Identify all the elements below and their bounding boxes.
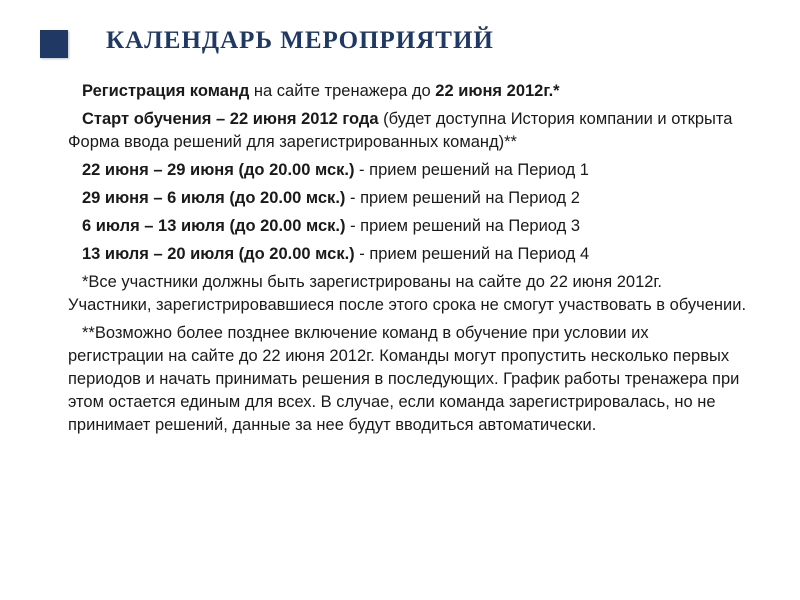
period-2-paragraph bbox=[68, 187, 748, 210]
period-1-dates: 22 июня – 29 июня (до 20.00 мск.) bbox=[82, 161, 355, 179]
footnote-1: *Все участники должны быть зарегистрированы на сайте до 22 июня 2012г. Участники, зарегистрировавшиеся после этого срока не смогут участвовать в обучении. bbox=[68, 273, 747, 314]
period-3-dates: 6 июля – 13 июля (до 20.00 мск.) bbox=[82, 217, 346, 235]
period-4-text: - прием решений на Период 4 bbox=[354, 245, 590, 263]
training-start-bold: Старт обучения – 22 июня 2012 года bbox=[82, 110, 379, 128]
period-4-dates: 13 июля – 20 июля (до 20.00 мск.) bbox=[82, 245, 355, 263]
training-start-text: (будет доступна История компании и открыта Форма ввода решений для зарегистрированных команд)** bbox=[68, 110, 733, 151]
footnote-2: **Возможно более позднее включение команд в обучение при условии их регистрации на сайте до 22 июня 2012г. Команды могут пропустить несколько первых периодов и начать принимать решения в последующих. График работы тренажера при этом остается единым для всех. В случае, если команда зарегистрировалась, но не принимает решений, данные за нее будут вводиться автоматически. bbox=[68, 324, 740, 434]
period-4-paragraph bbox=[68, 243, 748, 266]
period-1-paragraph bbox=[68, 159, 748, 182]
period-3-paragraph bbox=[68, 215, 748, 238]
registration-paragraph bbox=[68, 80, 748, 103]
training-start-paragraph bbox=[68, 108, 748, 154]
title-bullet-square bbox=[40, 30, 68, 58]
period-1-text: - прием решений на Период 1 bbox=[354, 161, 589, 179]
period-3-text: - прием решений на Период 3 bbox=[345, 217, 581, 235]
slide-body bbox=[68, 80, 748, 442]
slide-header bbox=[0, 0, 800, 80]
page-title: КАЛЕНДАРЬ МЕРОПРИЯТИЙ bbox=[106, 27, 494, 54]
period-2-dates: 29 июня – 6 июля (до 20.00 мск.) bbox=[82, 189, 346, 207]
period-2-text: - прием решений на Период 2 bbox=[345, 189, 580, 207]
registration-text: на сайте тренажера до bbox=[249, 82, 436, 100]
registration-bold-label: Регистрация команд bbox=[82, 82, 250, 100]
registration-deadline: 22 июня 2012г.* bbox=[435, 82, 560, 100]
